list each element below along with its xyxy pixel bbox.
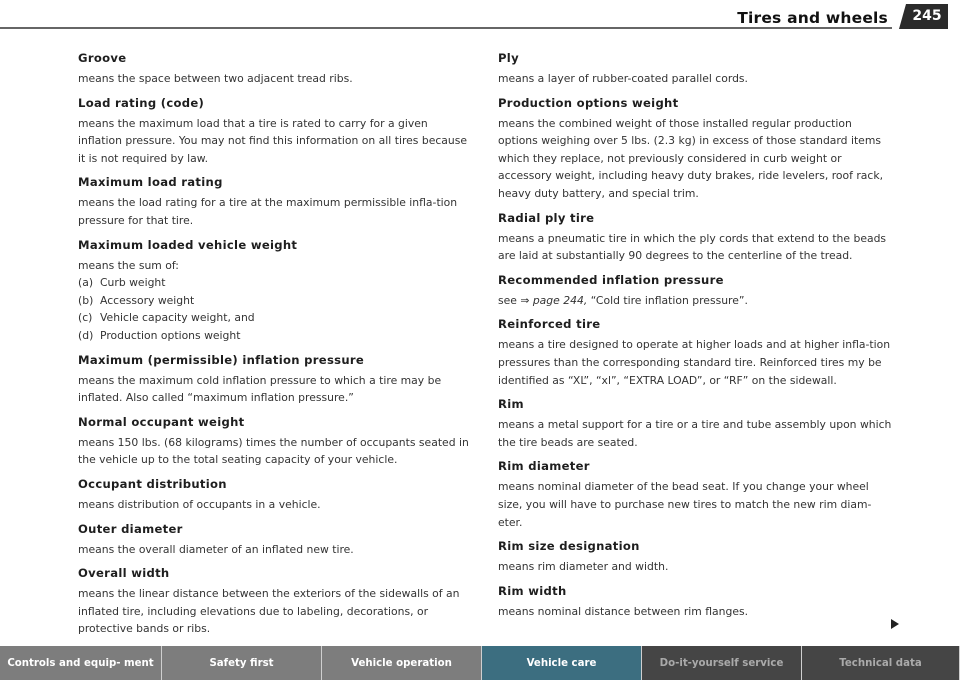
tab-safety-first[interactable]: Safety first	[162, 646, 322, 680]
term-definition: means the space between two adjacent tread ribs.	[78, 72, 353, 85]
see-text: see ⇒	[498, 293, 530, 307]
term-heading: Ply	[498, 51, 519, 65]
term-heading: Reinforced tire	[498, 317, 601, 332]
page-header	[0, 0, 960, 30]
term-definition: means nominal diameter of the bead seat. If you change your wheel size, you will have to purchase new tires to match the new rim diam-eter.	[498, 480, 872, 529]
entry-rim	[498, 397, 892, 451]
term-heading: Maximum load rating	[78, 175, 223, 190]
term-definition: means the linear distance between the exteriors of the sidewalls of an inflated tire, including elevations due to labeling, decorations, or protective bands or ribs.	[78, 587, 460, 636]
tab-controls-and-equipment[interactable]: Controls and equip- ment	[0, 646, 162, 680]
page-number: 245	[906, 4, 948, 29]
list-marker: (c)	[78, 311, 93, 325]
term-definition: means the sum of:	[78, 258, 179, 272]
entry-max-load-rating	[78, 175, 470, 229]
entry-ply	[498, 51, 892, 88]
list-text: Accessory weight	[100, 293, 195, 307]
header-rule	[0, 27, 892, 29]
continue-arrow-icon[interactable]	[891, 619, 899, 629]
entry-overall-width	[78, 566, 470, 638]
term-definition	[498, 292, 892, 310]
tab-do-it-yourself-service[interactable]: Do-it-yourself service	[642, 646, 802, 680]
term-heading: Outer diameter	[78, 521, 183, 536]
tab-technical-data[interactable]: Technical data	[802, 646, 960, 680]
entry-normal-occupant	[78, 415, 470, 469]
term-definition: means the maximum cold inflation pressure to which a tire may be inflated. Also called “maximum inflation pressure.”	[78, 373, 442, 405]
term-heading: Normal occupant weight	[78, 414, 245, 429]
term-definition: means a layer of rubber-coated parallel cords.	[498, 72, 748, 85]
term-heading: Rim size designation	[498, 539, 640, 554]
page-reference-link[interactable]: page 244,	[532, 293, 588, 307]
term-heading: Radial ply tire	[498, 210, 595, 225]
entry-outer-diameter	[78, 522, 470, 559]
list-item	[78, 327, 470, 345]
list-marker: (b)	[78, 293, 94, 307]
tab-vehicle-operation[interactable]: Vehicle operation	[322, 646, 482, 680]
list-marker: (d)	[78, 328, 94, 342]
term-definition: means rim diameter and width.	[498, 560, 669, 574]
term-heading: Rim width	[498, 583, 567, 598]
term-definition: means the maximum load that a tire is rated to carry for a given inflation pressure. You may not find this information on all tires because it is not required by law.	[78, 116, 468, 165]
term-definition: means a pneumatic tire in which the ply cords that extend to the beads are laid at substantially 90 degrees to the centerline of the tread.	[498, 231, 887, 263]
term-heading: Maximum (permissible) inflation pressure	[78, 352, 365, 367]
reference-title: “Cold tire inflation pressure”.	[590, 293, 748, 307]
tab-vehicle-care[interactable]: Vehicle care	[482, 646, 642, 680]
term-heading: Overall width	[78, 566, 170, 581]
term-heading: Occupant distribution	[78, 476, 227, 491]
term-heading: Maximum loaded vehicle weight	[78, 237, 298, 252]
list-text: Curb weight	[100, 276, 166, 290]
entry-occupant-distribution	[78, 477, 470, 514]
entry-rim-diameter	[498, 459, 892, 531]
term-heading: Rim	[498, 397, 524, 412]
term-heading: Production options weight	[498, 95, 679, 110]
list-text: Production options weight	[100, 328, 241, 342]
entry-radial-ply	[498, 211, 892, 265]
entry-load-rating	[78, 96, 470, 168]
term-heading: Groove	[78, 51, 127, 65]
entry-recommended-inflation	[498, 273, 892, 310]
term-definition: means distribution of occupants in a vehicle.	[78, 497, 321, 511]
term-definition: means a tire designed to operate at higher loads and at higher infla-tion pressures than the corresponding standard tire. Reinforced tires my be identified as “XL”, “xl”, “EXTRA LOAD”, or “RF” on the sidewall.	[498, 338, 891, 387]
term-definition: means the overall diameter of an inflated new tire.	[78, 542, 354, 556]
list-item	[78, 274, 470, 292]
right-column	[498, 51, 892, 628]
term-definition: means 150 lbs. (68 kilograms) times the number of occupants seated in the vehicle up to the total seating capacity of your vehicle.	[78, 435, 469, 467]
term-definition: means the combined weight of those installed regular production options weighing over 5 lbs. (2.3 kg) in excess of those standard items which they replace, not previously considered in curb weight or accessory weight, including heavy duty brakes, ride levelers, roof rack, heavy duty battery, and special trim.	[498, 116, 884, 200]
entry-reinforced-tire	[498, 317, 892, 389]
list-item	[78, 309, 470, 327]
list-marker: (a)	[78, 276, 94, 290]
entry-rim-width	[498, 584, 892, 621]
left-column	[78, 51, 470, 646]
list-item	[78, 292, 470, 310]
term-definition: means a metal support for a tire or a tire and tube assembly upon which the tire beads are seated.	[498, 418, 892, 449]
term-definition: means the load rating for a tire at the maximum permissible infla-tion pressure for that tire.	[78, 196, 458, 227]
term-heading: Load rating (code)	[78, 95, 205, 110]
term-heading: Recommended inflation pressure	[498, 272, 724, 287]
entry-production-options	[498, 96, 892, 203]
entry-groove	[78, 51, 470, 88]
chapter-nav-bar	[0, 646, 960, 680]
term-heading: Rim diameter	[498, 459, 590, 474]
term-definition: means nominal distance between rim flanges.	[498, 604, 749, 618]
entry-max-inflation	[78, 353, 470, 407]
entry-max-loaded-weight	[78, 238, 470, 345]
entry-rim-size	[498, 539, 892, 576]
list-text: Vehicle capacity weight, and	[100, 311, 255, 325]
section-title: Tires and wheels	[737, 9, 888, 27]
